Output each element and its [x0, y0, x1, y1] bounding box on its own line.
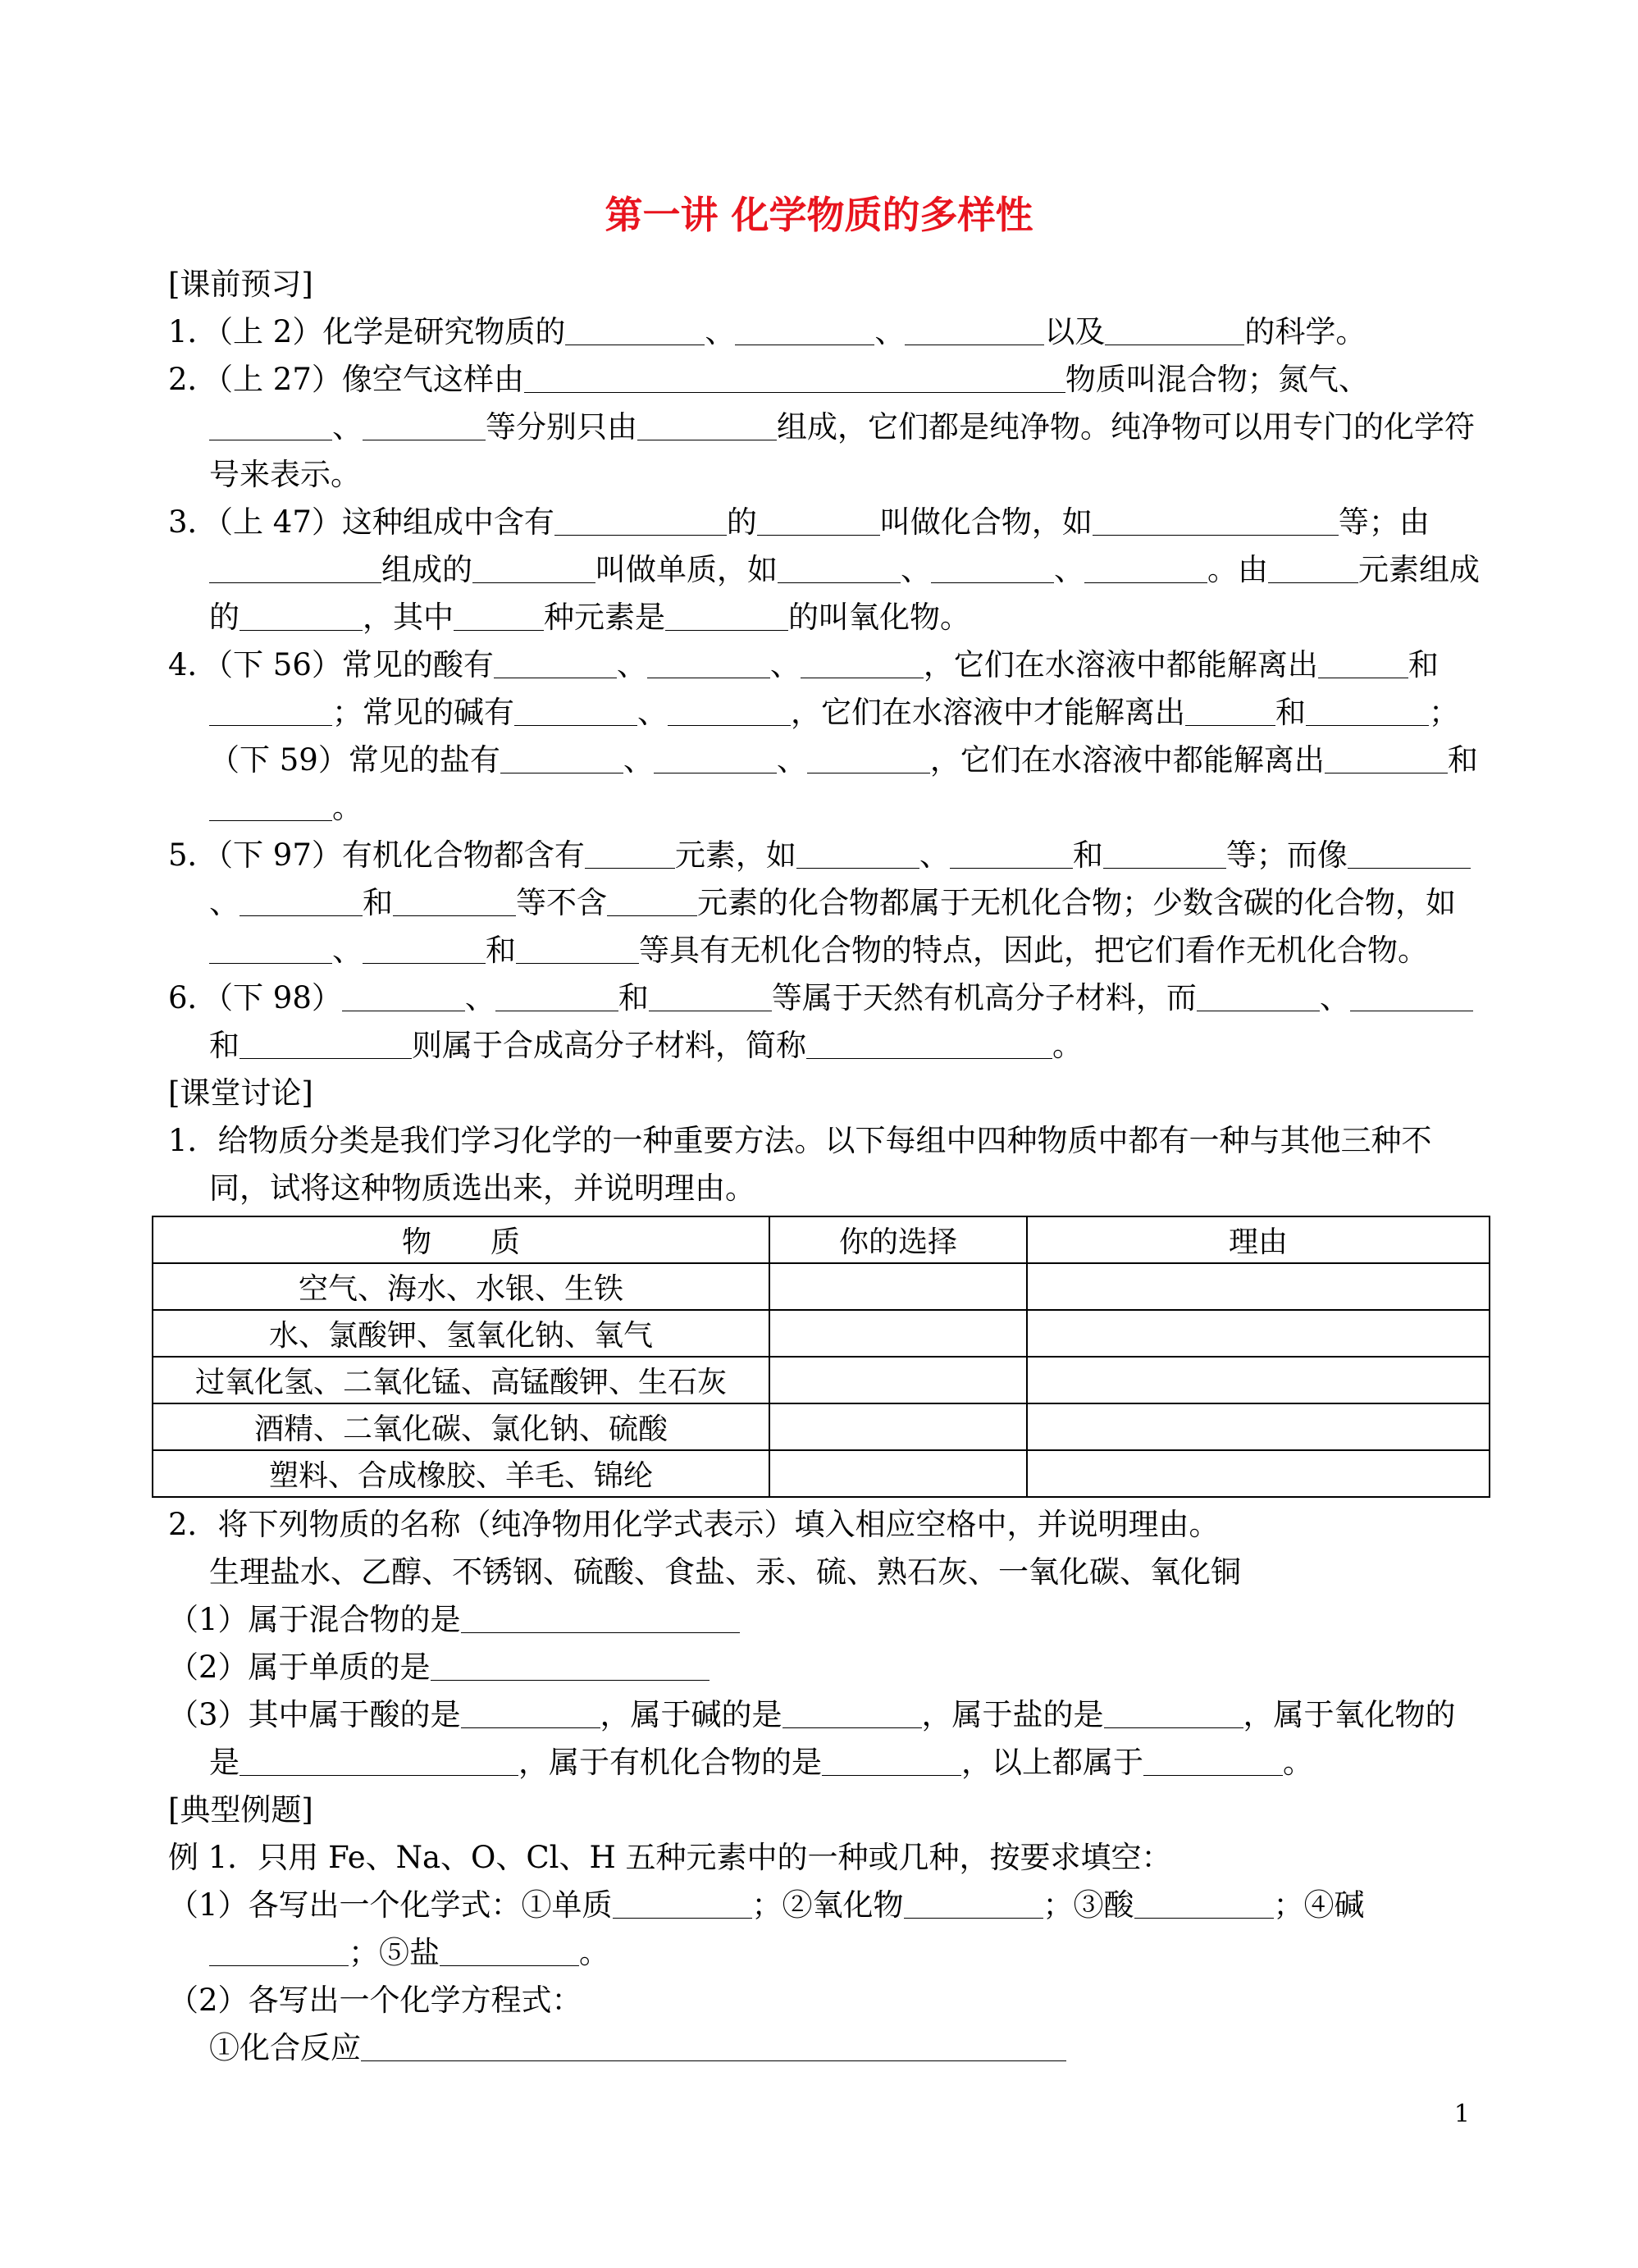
answer-blank[interactable]: [393, 883, 516, 916]
answer-blank[interactable]: [665, 597, 788, 631]
table-row: [153, 1403, 1490, 1450]
table-row: [153, 1310, 1490, 1357]
table-cell-substances: 过氧化氢、二氧化锰、高锰酸钾、生石灰: [153, 1357, 769, 1403]
answer-blank[interactable]: [607, 883, 697, 916]
table-cell-reason[interactable]: [1027, 1310, 1490, 1357]
answer-blank[interactable]: [209, 550, 381, 583]
discussion-question-1: 1．给物质分类是我们学习化学的一种重要方法。以下每组中四种物质中都有一种与其他三种不同，试将这种物质选出来，并说明理由。: [168, 1123, 1432, 1206]
table-row: [153, 1450, 1490, 1497]
answer-blank[interactable]: [431, 1647, 709, 1681]
answer-blank[interactable]: [1185, 692, 1275, 726]
answer-blank[interactable]: [1348, 835, 1471, 869]
answer-blank[interactable]: [209, 787, 332, 821]
answer-blank[interactable]: [209, 692, 332, 726]
table-cell-choice[interactable]: [769, 1310, 1027, 1357]
answer-blank[interactable]: [1103, 835, 1226, 869]
example-1-part2-item1: ①化合反应: [168, 2024, 1481, 2072]
answer-blank[interactable]: [461, 1695, 600, 1728]
answer-blank[interactable]: [240, 1025, 412, 1059]
section-discussion-heading: [课堂讨论]: [168, 1075, 313, 1111]
table-cell-choice[interactable]: [769, 1403, 1027, 1450]
page-number: 1: [1453, 2100, 1470, 2129]
answer-blank[interactable]: [342, 978, 465, 1011]
preview-question-5: 5．（下 97）有机化合物都含有 元素，如 、 和 等；而像、 和 等不含 元素的化合物都属于无机化合物；少数含碳的化合物，如、 和 等具有无机化合物的特点，因此，把它们看作无机化合物。: [168, 832, 1481, 974]
answer-blank[interactable]: [1104, 1695, 1243, 1728]
preview-question-1: 1．（上 2）化学是研究物质的 、 、 以及 的科学。: [168, 308, 1481, 356]
answer-blank[interactable]: [757, 502, 880, 536]
answer-blank[interactable]: [361, 2028, 1066, 2061]
answer-blank[interactable]: [516, 930, 639, 964]
answer-blank[interactable]: [822, 1742, 961, 1776]
discussion-q2-part3: （3）其中属于酸的是 ，属于碱的是 ，属于盐的是 ，属于氧化物的是 ，属于有机化合物的是 ，以上都属于 。: [168, 1691, 1481, 1787]
answer-blank[interactable]: [613, 1885, 752, 1919]
answer-blank[interactable]: [514, 692, 637, 726]
answer-blank[interactable]: [1318, 645, 1408, 678]
answer-blank[interactable]: [440, 1933, 579, 1966]
page-title: 第一讲 化学物质的多样性: [605, 193, 1033, 237]
preview-question-6: 6．（下 98） 、 和 等属于天然有机高分子材料，而 、和 则属于合成高分子材料，简称 。: [168, 974, 1481, 1070]
table-cell-substances: 水、氯酸钾、氢氧化钠、氧气: [153, 1310, 769, 1357]
table-cell-choice[interactable]: [769, 1450, 1027, 1497]
answer-blank[interactable]: [1325, 740, 1448, 773]
answer-blank[interactable]: [796, 835, 919, 869]
answer-blank[interactable]: [500, 740, 623, 773]
table-cell-substances: 空气、海水、水银、生铁: [153, 1263, 769, 1310]
discussion-q2-part1: （1）属于混合物的是: [168, 1596, 1481, 1644]
answer-blank[interactable]: [565, 312, 705, 345]
discussion-q2-part2: （2）属于单质的是: [168, 1644, 1481, 1691]
answer-blank[interactable]: [461, 1599, 740, 1633]
table-header-substances: 物 质: [153, 1216, 769, 1263]
answer-blank[interactable]: [495, 978, 618, 1011]
example-1-part1: （1）各写出一个化学式：①单质 ；②氧化物 ；③酸 ；④碱；⑤盐 。: [168, 1882, 1481, 1977]
answer-blank[interactable]: [554, 502, 727, 536]
answer-blank[interactable]: [904, 1885, 1043, 1919]
answer-blank[interactable]: [240, 597, 363, 631]
answer-blank[interactable]: [1105, 312, 1244, 345]
answer-blank[interactable]: [1084, 550, 1207, 583]
answer-blank[interactable]: [735, 312, 874, 345]
section-examples-heading: [典型例题]: [168, 1792, 313, 1828]
answer-blank[interactable]: [1268, 550, 1358, 583]
answer-blank[interactable]: [950, 835, 1073, 869]
answer-blank[interactable]: [905, 312, 1044, 345]
substance-list: 生理盐水、乙醇、不锈钢、硫酸、食盐、汞、硫、熟石灰、一氧化碳、氧化铜: [209, 1554, 1241, 1590]
answer-blank[interactable]: [782, 1695, 922, 1728]
answer-blank[interactable]: [209, 407, 332, 440]
classification-table: [152, 1216, 1490, 1498]
answer-blank[interactable]: [931, 550, 1054, 583]
table-cell-choice[interactable]: [769, 1357, 1027, 1403]
answer-blank[interactable]: [240, 883, 363, 916]
answer-blank[interactable]: [1306, 692, 1429, 726]
table-cell-choice[interactable]: [769, 1263, 1027, 1310]
answer-blank[interactable]: [668, 692, 791, 726]
answer-blank[interactable]: [209, 930, 332, 964]
table-cell-substances: 酒精、二氧化碳、氯化钠、硫酸: [153, 1403, 769, 1450]
answer-blank[interactable]: [806, 1025, 1052, 1059]
preview-question-4: 4．（下 56）常见的酸有 、 、 ，它们在水溶液中都能解离出 和；常见的碱有 、 ，它们在水溶液中才能解离出 和 ；（下 59）常见的盐有 、 、 ，它们在水溶液中都能解离出 和。: [168, 641, 1481, 832]
table-cell-reason[interactable]: [1027, 1450, 1490, 1497]
table-cell-reason[interactable]: [1027, 1403, 1490, 1450]
answer-blank[interactable]: [209, 1933, 349, 1966]
answer-blank[interactable]: [1093, 502, 1339, 536]
discussion-question-2: 2．将下列物质的名称（纯净物用化学式表示）填入相应空格中，并说明理由。: [168, 1507, 1220, 1542]
table-header-choice: 你的选择: [769, 1216, 1027, 1263]
answer-blank[interactable]: [801, 645, 924, 678]
answer-blank[interactable]: [807, 740, 930, 773]
answer-blank[interactable]: [585, 835, 675, 869]
table-header-row: [153, 1216, 1490, 1263]
worksheet-content: [168, 261, 1481, 2072]
answer-blank[interactable]: [637, 407, 777, 440]
table-cell-substances: 塑料、合成橡胶、羊毛、锦纶: [153, 1450, 769, 1497]
table-row: [153, 1263, 1490, 1310]
table-header-reason: 理由: [1027, 1216, 1490, 1263]
answer-blank[interactable]: [649, 978, 772, 1011]
answer-blank[interactable]: [363, 407, 486, 440]
table-cell-reason[interactable]: [1027, 1263, 1490, 1310]
table-row: [153, 1357, 1490, 1403]
preview-question-3: 3．（上 47）这种组成中含有 的 叫做化合物，如 等；由组成的 叫做单质，如 、 、 。由 元素组成的 ，其中 种元素是 的叫氧化物。: [168, 499, 1481, 641]
answer-blank[interactable]: [472, 550, 595, 583]
section-preview-heading: [课前预习]: [168, 267, 313, 302]
preview-question-2: 2．（上 27）像空气这样由 物质叫混合物；氮气、、 等分别只由 组成，它们都是纯净物。纯净物可以用专门的化学符号来表示。: [168, 356, 1481, 499]
table-cell-reason[interactable]: [1027, 1357, 1490, 1403]
answer-blank[interactable]: [647, 645, 770, 678]
answer-blank[interactable]: [454, 597, 544, 631]
answer-blank[interactable]: [1134, 1885, 1274, 1919]
answer-blank[interactable]: [363, 930, 486, 964]
answer-blank[interactable]: [778, 550, 901, 583]
answer-blank[interactable]: [524, 359, 1065, 393]
answer-blank[interactable]: [240, 1742, 518, 1776]
example-1-part2: （2）各写出一个化学方程式：: [168, 1983, 582, 2018]
answer-blank[interactable]: [1143, 1742, 1283, 1776]
example-1: 例 1．只用 Fe、Na、O、Cl、H 五种元素中的一种或几种，按要求填空：: [168, 1840, 1172, 1875]
answer-blank[interactable]: [654, 740, 777, 773]
answer-blank[interactable]: [494, 645, 617, 678]
answer-blank[interactable]: [1197, 978, 1320, 1011]
answer-blank[interactable]: [1350, 978, 1473, 1011]
